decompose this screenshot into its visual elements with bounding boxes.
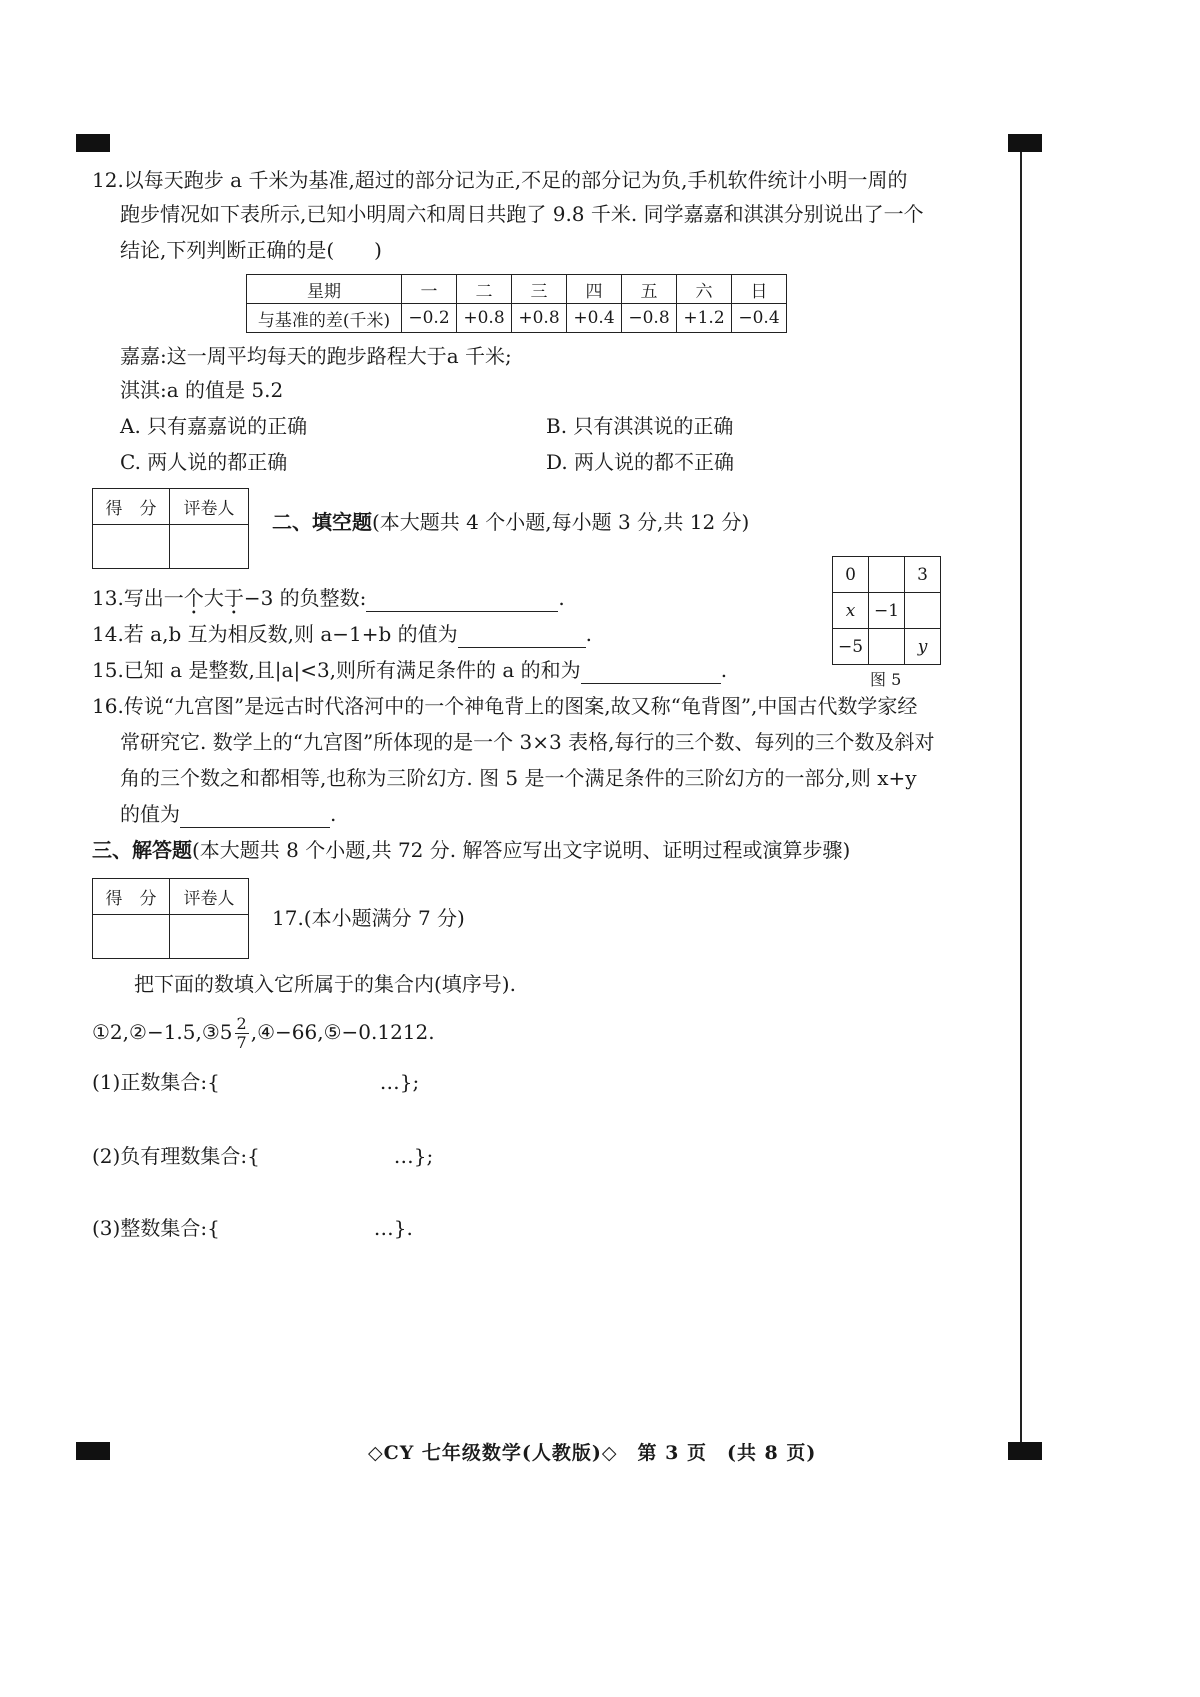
table-row	[93, 525, 249, 569]
set-negative-rational-label: (2)负有理数集合:{	[92, 1144, 260, 1168]
q17-instruction: 把下面的数填入它所属于的集合内(填序号).	[134, 972, 516, 996]
table-cell: 六	[677, 275, 732, 304]
section-3-desc: (本大题共 8 个小题,共 72 分. 解答应写出文字说明、证明过程或演算步骤)	[192, 838, 851, 862]
score-label: 得 分	[93, 489, 170, 525]
set-positive	[92, 1068, 419, 1096]
set-positive-end: …};	[379, 1070, 420, 1094]
figure-5-caption: 图 5	[870, 670, 902, 689]
q15-answer-blank[interactable]	[581, 661, 721, 684]
table-cell: 四	[567, 275, 622, 304]
option-c: C. 两人说的都正确	[120, 450, 288, 474]
q15-end: .	[720, 658, 728, 682]
magic-cell: 3	[905, 557, 941, 593]
table-row	[833, 557, 941, 593]
q16-line-2: 常研究它. 数学上的“九宫图”所体现的是一个 3×3 表格,每行的三个数、每列的三个数及斜对	[120, 730, 935, 754]
q13	[92, 584, 565, 612]
magic-cell: x	[833, 593, 869, 629]
score-input-cell[interactable]	[93, 915, 170, 959]
q14-end: .	[585, 622, 593, 646]
grader-input-cell[interactable]	[170, 525, 249, 569]
q16-answer-blank[interactable]	[180, 805, 330, 828]
q17-title: 17.(本小题满分 7 分)	[272, 906, 465, 930]
binding-line	[1020, 152, 1022, 1442]
magic-cell: 0	[833, 557, 869, 593]
q13-emphasis-2: 于	[223, 586, 244, 610]
page-footer: ◇CY 七年级数学(人教版)◇ 第 3 页 (共 8 页)	[368, 1442, 817, 1464]
section-3-title: 三、解答题	[92, 838, 192, 862]
grader-label: 评卷人	[170, 879, 249, 915]
set-negative-rational-end: …};	[393, 1144, 434, 1168]
section-3-heading	[92, 836, 850, 864]
table-row	[833, 629, 941, 665]
q13-text-a: 13.写出一	[92, 586, 184, 610]
grader-input-cell[interactable]	[170, 915, 249, 959]
q14	[92, 620, 592, 648]
table-row	[247, 275, 787, 304]
table-cell: +0.4	[567, 304, 622, 333]
q17-numbers-post: ,④−66,⑤−0.1212.	[250, 1020, 435, 1044]
magic-cell	[905, 593, 941, 629]
table-row	[247, 304, 787, 333]
score-label: 得 分	[93, 879, 170, 915]
jiajia-statement: 嘉嘉:这一周平均每天的跑步路程大于a 千米;	[120, 344, 512, 368]
magic-cell: −5	[833, 629, 869, 665]
registration-mark-bottom-right	[1008, 1442, 1042, 1460]
registration-mark-top-left	[76, 134, 110, 152]
q13-answer-blank[interactable]	[366, 589, 558, 612]
magic-square	[832, 556, 941, 665]
section-2-heading	[272, 508, 749, 536]
table-cell: −0.8	[622, 304, 677, 333]
option-b: B. 只有淇淇说的正确	[546, 414, 734, 438]
table-cell: +0.8	[512, 304, 567, 333]
table-cell: 五	[622, 275, 677, 304]
q12-line-2: 跑步情况如下表所示,已知小明周六和周日共跑了 9.8 千米. 同学嘉嘉和淇淇分别说出了一个	[120, 202, 924, 226]
table-cell: 三	[512, 275, 567, 304]
set-negative-rational	[92, 1142, 433, 1170]
q16-text: 的值为	[120, 802, 180, 826]
section-2-desc: (本大题共 4 个小题,每小题 3 分,共 12 分)	[372, 510, 750, 534]
table-row	[93, 879, 249, 915]
set-positive-label: (1)正数集合:{	[92, 1070, 220, 1094]
q13-text-b: 大	[203, 586, 224, 610]
table-cell: +0.8	[457, 304, 512, 333]
set-integer-end: …}.	[373, 1216, 413, 1240]
magic-cell: −1	[869, 593, 905, 629]
q13-emphasis-1: 个	[183, 586, 204, 610]
table-row	[93, 915, 249, 959]
registration-mark-top-right	[1008, 134, 1042, 152]
table-cell: −0.2	[402, 304, 457, 333]
qiqi-statement: 淇淇:a 的值是 5.2	[120, 378, 284, 402]
q14-answer-blank[interactable]	[458, 625, 586, 648]
option-d: D. 两人说的都不正确	[546, 450, 735, 474]
table-row	[833, 593, 941, 629]
table-cell: 星期	[247, 275, 402, 304]
set-integer-label: (3)整数集合:{	[92, 1216, 220, 1240]
q16-line-4	[120, 800, 336, 828]
table-cell: +1.2	[677, 304, 732, 333]
q16-line-1: 16.传说“九宫图”是远古时代洛河中的一个神龟背上的图案,故又称“龟背图”,中国古代数学家经	[92, 694, 918, 718]
magic-cell	[869, 629, 905, 665]
running-table	[246, 274, 787, 333]
set-integer	[92, 1214, 413, 1242]
q15	[92, 656, 727, 684]
magic-cell	[869, 557, 905, 593]
table-row	[93, 489, 249, 525]
score-box-q17	[92, 878, 249, 959]
table-cell: 一	[402, 275, 457, 304]
table-cell: 二	[457, 275, 512, 304]
q15-text: 15.已知 a 是整数,且|a|<3,则所有满足条件的 a 的和为	[92, 658, 581, 682]
q16-end: .	[330, 802, 337, 826]
table-cell: 与基准的差(千米)	[247, 304, 402, 333]
q12-line-3: 结论,下列判断正确的是( )	[120, 238, 382, 262]
registration-mark-bottom-left	[76, 1442, 110, 1460]
q12-line-1: 12.以每天跑步 a 千米为基准,超过的部分记为正,不足的部分记为负,手机软件统计小明一周的	[92, 168, 908, 192]
q17-numbers-pre: ①2,②−1.5,③5	[92, 1020, 233, 1044]
section-2-title: 二、填空题	[272, 510, 372, 534]
q16-line-3: 角的三个数之和都相等,也称为三阶幻方. 图 5 是一个满足条件的三阶幻方的一部分,则 x+y	[120, 766, 917, 790]
score-input-cell[interactable]	[93, 525, 170, 569]
table-cell: −0.4	[732, 304, 787, 333]
q14-text: 14.若 a,b 互为相反数,则 a−1+b 的值为	[92, 622, 458, 646]
fraction-two-sevenths	[235, 1015, 249, 1052]
table-cell: 日	[732, 275, 787, 304]
q13-end: .	[558, 586, 565, 610]
q17-numbers	[92, 1012, 435, 1052]
score-box-section-2	[92, 488, 249, 569]
option-a: A. 只有嘉嘉说的正确	[120, 414, 308, 438]
fraction-numerator: 2	[236, 1014, 247, 1033]
fraction-denominator: 7	[236, 1033, 247, 1052]
magic-cell: y	[905, 629, 941, 665]
grader-label: 评卷人	[170, 489, 249, 525]
q13-text-c: −3 的负整数:	[243, 586, 367, 610]
